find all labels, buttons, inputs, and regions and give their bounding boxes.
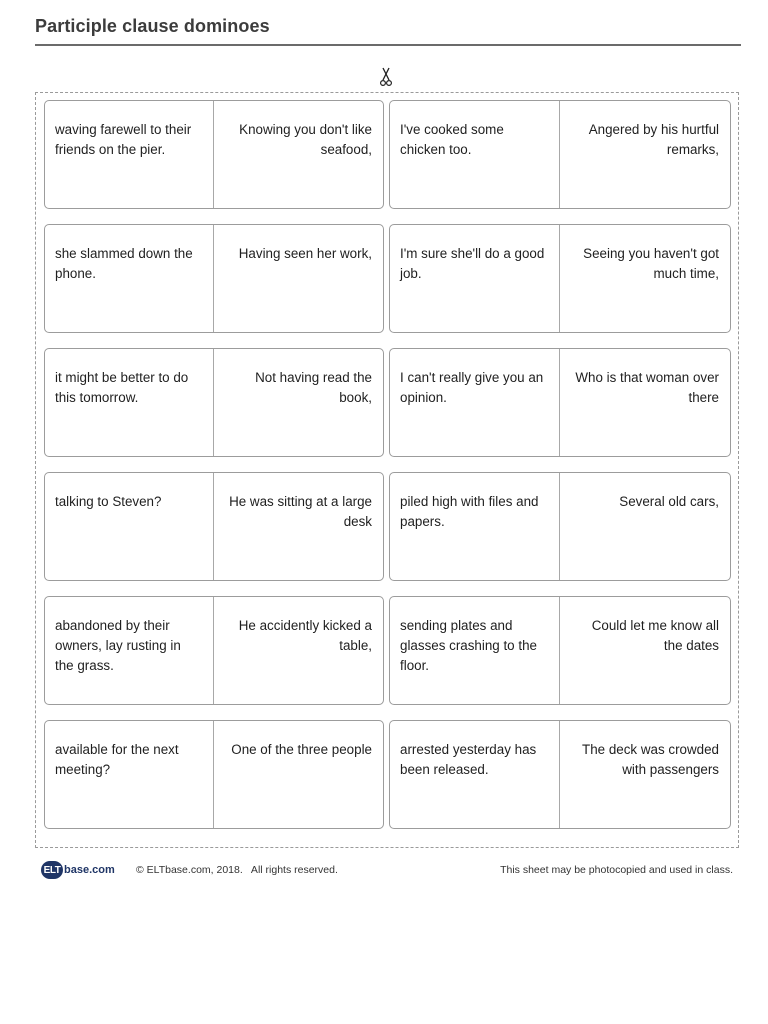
copyright-text: © ELTbase.com, 2018. All rights reserved. <box>136 864 338 876</box>
domino-right-text: Seeing you haven't got much time, <box>583 246 719 281</box>
domino-right-text: Could let me know all the dates <box>591 618 719 653</box>
page-footer <box>0 858 768 882</box>
domino-right-text: Angered by his hurtful remarks, <box>588 122 719 157</box>
domino-card[interactable] <box>389 100 731 209</box>
domino-left-text: I can't really give you an opinion. <box>390 349 560 456</box>
domino-card[interactable] <box>389 720 731 829</box>
scissors-icon <box>380 67 392 87</box>
logo-badge: ELT <box>41 861 63 879</box>
domino-left-text: piled high with files and papers. <box>390 473 560 580</box>
domino-right-text: Who is that woman over there <box>575 370 719 405</box>
domino-right-text: Several old cars, <box>619 494 719 509</box>
domino-right-text: Having seen her work, <box>238 246 372 261</box>
logo-text: base.com <box>64 864 115 876</box>
domino-left-text: available for the next meeting? <box>45 721 214 828</box>
domino-card[interactable] <box>389 348 731 457</box>
domino-left-text: I've cooked some chicken too. <box>390 101 560 208</box>
domino-left-text: waving farewell to their friends on the pier. <box>45 101 214 208</box>
domino-left-text: I'm sure she'll do a good job. <box>390 225 560 332</box>
domino-right-text: The deck was crowded with passengers <box>582 742 719 777</box>
domino-left-text: she slammed down the phone. <box>45 225 214 332</box>
domino-card[interactable] <box>389 224 731 333</box>
domino-right-text: He was sitting at a large desk <box>229 494 372 529</box>
page-title: Participle clause dominoes <box>35 16 270 36</box>
domino-left-text: sending plates and glasses crashing to the floor. <box>390 597 560 704</box>
domino-card[interactable] <box>389 472 731 581</box>
domino-left-text: talking to Steven? <box>45 473 214 580</box>
domino-card[interactable] <box>389 596 731 705</box>
domino-right-text: Knowing you don't like seafood, <box>239 122 372 157</box>
domino-card[interactable] <box>44 596 384 705</box>
domino-left-text: abandoned by their owners, lay rusting in the grass. <box>45 597 214 704</box>
domino-card[interactable] <box>44 224 384 333</box>
domino-right-text: He accidently kicked a table, <box>238 618 372 653</box>
domino-card[interactable] <box>44 100 384 209</box>
domino-card[interactable] <box>44 720 384 829</box>
domino-card[interactable] <box>44 472 384 581</box>
domino-left-text: it might be better to do this tomorrow. <box>45 349 214 456</box>
title-divider <box>35 44 741 46</box>
domino-left-text: arrested yesterday has been released. <box>390 721 560 828</box>
domino-right-text: Not having read the book, <box>255 370 372 405</box>
domino-card[interactable] <box>44 348 384 457</box>
photocopy-note: This sheet may be photocopied and used in class. <box>500 864 733 876</box>
domino-right-text: One of the three people <box>231 742 372 757</box>
eltbase-logo <box>41 861 115 879</box>
